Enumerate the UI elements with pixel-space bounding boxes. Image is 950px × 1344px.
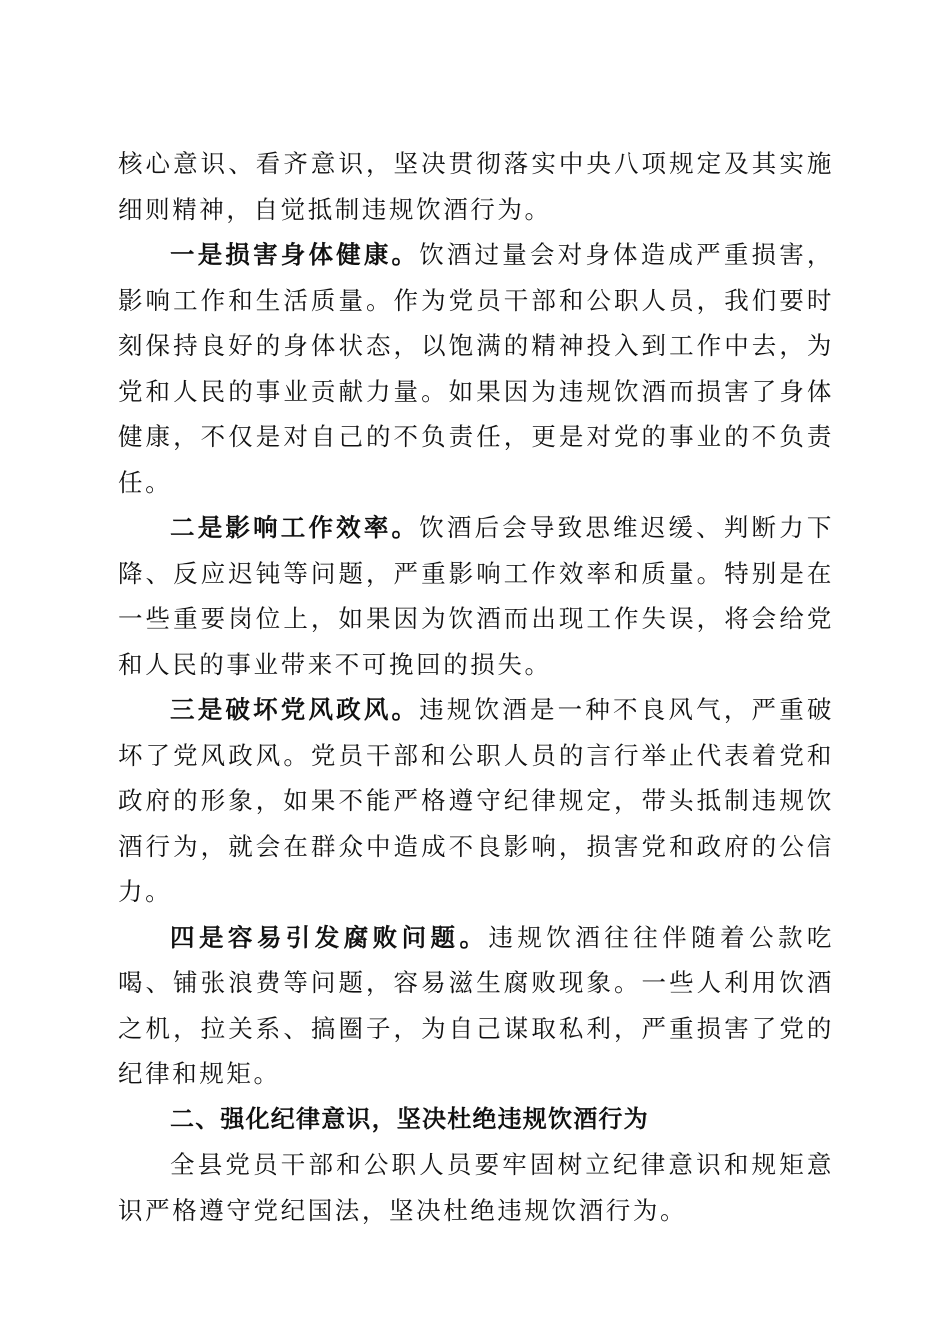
document-body: [118, 141, 834, 1233]
point-text-2: 饮酒后会导致思维迟缓、判断力下降、反应迟钝等问题，严重影响工作效率和质量。特别是在一些重要岗位上，如果因为饮酒而出现工作失误，将会给党和人民的事业带来不可挽回的损失。: [118, 513, 834, 679]
point-paragraph-3: [118, 687, 834, 915]
closing-paragraph: 全县党员干部和公职人员要牢固树立纪律意识和规矩意识严格遵守党纪国法，坚决杜绝违规饮酒行为。: [118, 1150, 834, 1225]
point-lead-4: 四是容易引发腐败问题。: [170, 922, 489, 952]
point-lead-3: 三是破坏党风政风。: [170, 695, 420, 724]
point-paragraph-2: [118, 505, 834, 687]
section-heading: 二、强化纪律意识，坚决杜绝违规饮酒行为: [170, 1104, 649, 1133]
point-lead-1: 一是损害身体健康。: [170, 240, 420, 269]
point-paragraph-4: [118, 915, 834, 1097]
point-text-3: 违规饮酒是一种不良风气，严重破坏了党风政风。党员干部和公职人员的言行举止代表着党和政府的形象，如果不能严格遵守纪律规定，带头抵制违规饮酒行为，就会在群众中造成不良影响，损害党和政府的公信力。: [118, 695, 834, 906]
point-paragraph-1: [118, 232, 834, 505]
point-text-1: 饮酒过量会对身体造成严重损害，影响工作和生活质量。作为党员干部和公职人员，我们要时刻保持良好的身体状态，以饱满的精神投入到工作中去，为党和人民的事业贡献力量。如果因为违规饮酒而损害了身体健康，不仅是对自己的不负责任，更是对党的事业的不负责任。: [118, 240, 834, 497]
point-text-4: 违规饮酒往往伴随着公款吃喝、铺张浪费等问题，容易滋生腐败现象。一些人利用饮酒之机，拉关系、搞圈子，为自己谋取私利，严重损害了党的纪律和规矩。: [118, 922, 834, 1088]
continuation-paragraph: 核心意识、看齐意识，坚决贯彻落实中央八项规定及其实施细则精神，自觉抵制违规饮酒行为。: [118, 149, 834, 224]
point-lead-2: 二是影响工作效率。: [170, 513, 420, 542]
